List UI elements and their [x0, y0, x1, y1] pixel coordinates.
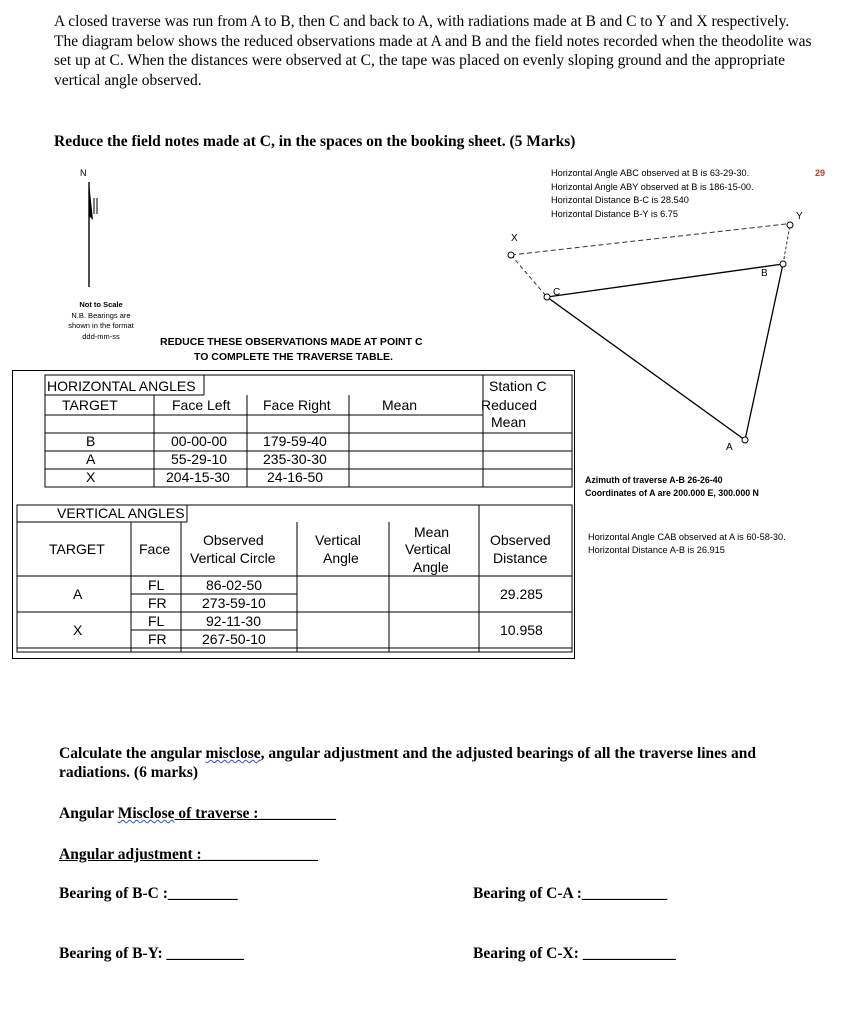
row-x-target: X — [86, 469, 96, 485]
misclose-answer — [59, 805, 336, 823]
intro-paragraph-1: A closed traverse was run from A to B, then C and back to A, with radiations made at B and C to Y and X respectively. — [54, 13, 790, 30]
radiation-b-y — [783, 225, 790, 264]
scale-note-line-3: shown in the format — [68, 321, 134, 330]
header-target: TARGET — [62, 397, 118, 413]
v-row-a-face-fr: FR — [148, 595, 167, 611]
v-row-x-distance: 10.958 — [500, 622, 543, 638]
b-note-2: Horizontal Angle ABY observed at B is 186-15-00. — [551, 181, 754, 192]
radiation-c-x — [511, 255, 547, 297]
v-header-vertical: Vertical — [315, 532, 361, 548]
v-row-x-target: X — [73, 622, 83, 638]
scale-note — [56, 300, 146, 342]
north-label: N — [80, 168, 87, 178]
page-number: 29 — [815, 168, 826, 178]
azimuth-line: Azimuth of traverse A-B 26-26-40 — [585, 475, 723, 485]
bearing-ca-answer — [473, 885, 667, 903]
bearing-by-answer — [59, 945, 244, 963]
header-face-left: Face Left — [172, 397, 231, 413]
task-2-post: , angular adjustment and the adjusted bearings of all the traverse lines and radiations. (6 marks) — [59, 745, 756, 781]
traverse-triangle — [547, 264, 783, 440]
point-y-label: Y — [796, 211, 803, 222]
adjustment-blank[interactable]: _______________ — [201, 846, 318, 863]
v-row-x-circle-fl: 92-11-30 — [206, 613, 262, 629]
v-header-target: TARGET — [49, 541, 105, 557]
misclose-word: Misclose — [117, 805, 175, 822]
v-row-a-circle-fl: 86-02-50 — [206, 577, 263, 593]
intro-text — [54, 12, 824, 90]
misclose-blank[interactable]: __________ — [258, 805, 336, 822]
bearing-bc-answer — [59, 885, 238, 903]
point-b-label: B — [761, 268, 768, 279]
point-c-label: C — [553, 287, 561, 298]
b-note-4: Horizontal Distance B-Y is 6.75 — [551, 209, 678, 220]
a-note-1: Horizontal Angle CAB observed at A is 60-58-30. — [588, 532, 786, 542]
row-a-face-right: 235-30-30 — [263, 451, 327, 467]
adjustment-label: Angular adjustment : — [59, 846, 202, 863]
row-b-target: B — [86, 433, 96, 449]
v-row-x-face-fl: FL — [148, 613, 165, 629]
reduce-heading — [160, 335, 423, 365]
v-header-mean-vertical: Vertical — [405, 541, 451, 557]
task-1-heading: Reduce the field notes made at C, in the spaces on the booking sheet. (5 Marks) — [54, 133, 576, 150]
bearing-ca-blank[interactable]: ___________ — [581, 885, 668, 902]
bearing-cx-label: Bearing of C-X: — [473, 945, 579, 962]
vertical-angles-title: VERTICAL ANGLES — [57, 505, 185, 521]
a-note-2: Horizontal Distance A-B is 26.915 — [588, 545, 725, 555]
bearing-by-label: Bearing of B-Y: — [59, 945, 163, 962]
b-note-3: Horizontal Distance B-C is 28.540 — [551, 195, 689, 206]
a-station-notes — [588, 531, 786, 557]
bearing-ca-label: Bearing of C-A : — [473, 885, 582, 902]
header-mean: Mean — [382, 397, 418, 413]
row-b-face-right: 179-59-40 — [263, 433, 327, 449]
row-x-face-left: 204-15-30 — [166, 469, 230, 485]
point-b-marker — [780, 261, 786, 267]
booking-sheet — [12, 370, 575, 659]
v-header-angle: Angle — [323, 550, 359, 566]
v-row-a-target: A — [73, 586, 83, 602]
bearing-bc-label: Bearing of B-C : — [59, 885, 168, 902]
point-x-marker — [508, 252, 514, 258]
azimuth-notes — [585, 474, 759, 499]
point-c-marker — [544, 294, 550, 300]
v-row-a-circle-fr: 273-59-10 — [202, 595, 266, 611]
reduce-heading-line-2: TO COMPLETE THE TRAVERSE TABLE. — [194, 351, 393, 363]
coordinates-line: Coordinates of A are 200.000 E, 300.000 N — [585, 487, 759, 498]
v-header-observed: Observed — [203, 532, 264, 548]
v-header-vertical-circle: Vertical Circle — [190, 550, 276, 566]
v-header-mean: Mean — [414, 524, 450, 540]
v-row-x-face-fr: FR — [148, 631, 167, 647]
scale-note-line-2: N.B. Bearings are — [71, 310, 131, 320]
radiation-line — [511, 224, 786, 255]
b-station-notes — [551, 167, 754, 222]
scale-note-line-1: Not to Scale — [79, 300, 123, 309]
bearing-by-blank[interactable]: __________ — [162, 945, 244, 962]
header-reduced-mean: Mean — [491, 414, 527, 430]
row-x-face-right: 24-16-50 — [267, 469, 324, 485]
row-a-face-left: 55-29-10 — [171, 451, 228, 467]
bearing-cx-answer — [473, 945, 676, 963]
scale-note-line-4: ddd-mm-ss — [82, 331, 120, 341]
bearing-cx-blank[interactable]: ____________ — [578, 945, 676, 962]
v-row-a-distance: 29.285 — [500, 586, 543, 602]
misclose-pre: Angular — [59, 805, 118, 822]
task-2-heading — [59, 744, 829, 782]
north-arrow-icon — [80, 180, 110, 290]
point-x-label: X — [511, 233, 518, 244]
v-header-mean-angle: Angle — [413, 559, 449, 575]
reduce-heading-line-1: REDUCE THESE OBSERVATIONS MADE AT POINT C — [160, 336, 423, 348]
v-header-face: Face — [139, 541, 171, 557]
v-row-x-circle-fr: 267-50-10 — [202, 631, 266, 647]
row-a-target: A — [86, 451, 96, 467]
v-header-distance: Distance — [493, 550, 548, 566]
v-row-a-face-fl: FL — [148, 577, 165, 593]
b-note-1: Horizontal Angle ABC observed at B is 63-29-30. — [551, 168, 750, 178]
point-a-marker — [742, 437, 748, 443]
bearing-bc-blank[interactable]: _________ — [167, 885, 238, 902]
task-2-misclose-word: misclose — [205, 745, 261, 762]
row-b-face-left: 00-00-00 — [171, 433, 228, 449]
v-header-observed-distance: Observed — [490, 532, 551, 548]
point-y-marker — [787, 222, 793, 228]
task-2-pre: Calculate the angular — [59, 745, 206, 762]
header-reduced: Reduced — [481, 397, 538, 413]
adjustment-answer — [59, 846, 318, 864]
horizontal-angles-title: HORIZONTAL ANGLES — [47, 378, 196, 394]
point-a-label: A — [726, 442, 733, 453]
header-face-right: Face Right — [263, 397, 331, 413]
station-header: Station C — [489, 378, 547, 394]
misclose-post: of traverse : — [174, 805, 259, 822]
intro-paragraph-2: The diagram below shows the reduced observations made at A and B and the field notes recorded when the theodolite was set up at C. When the distances were observed at C, the tape was placed on evenly sloping ground and the appropriate vertical angle observed. — [54, 32, 812, 89]
